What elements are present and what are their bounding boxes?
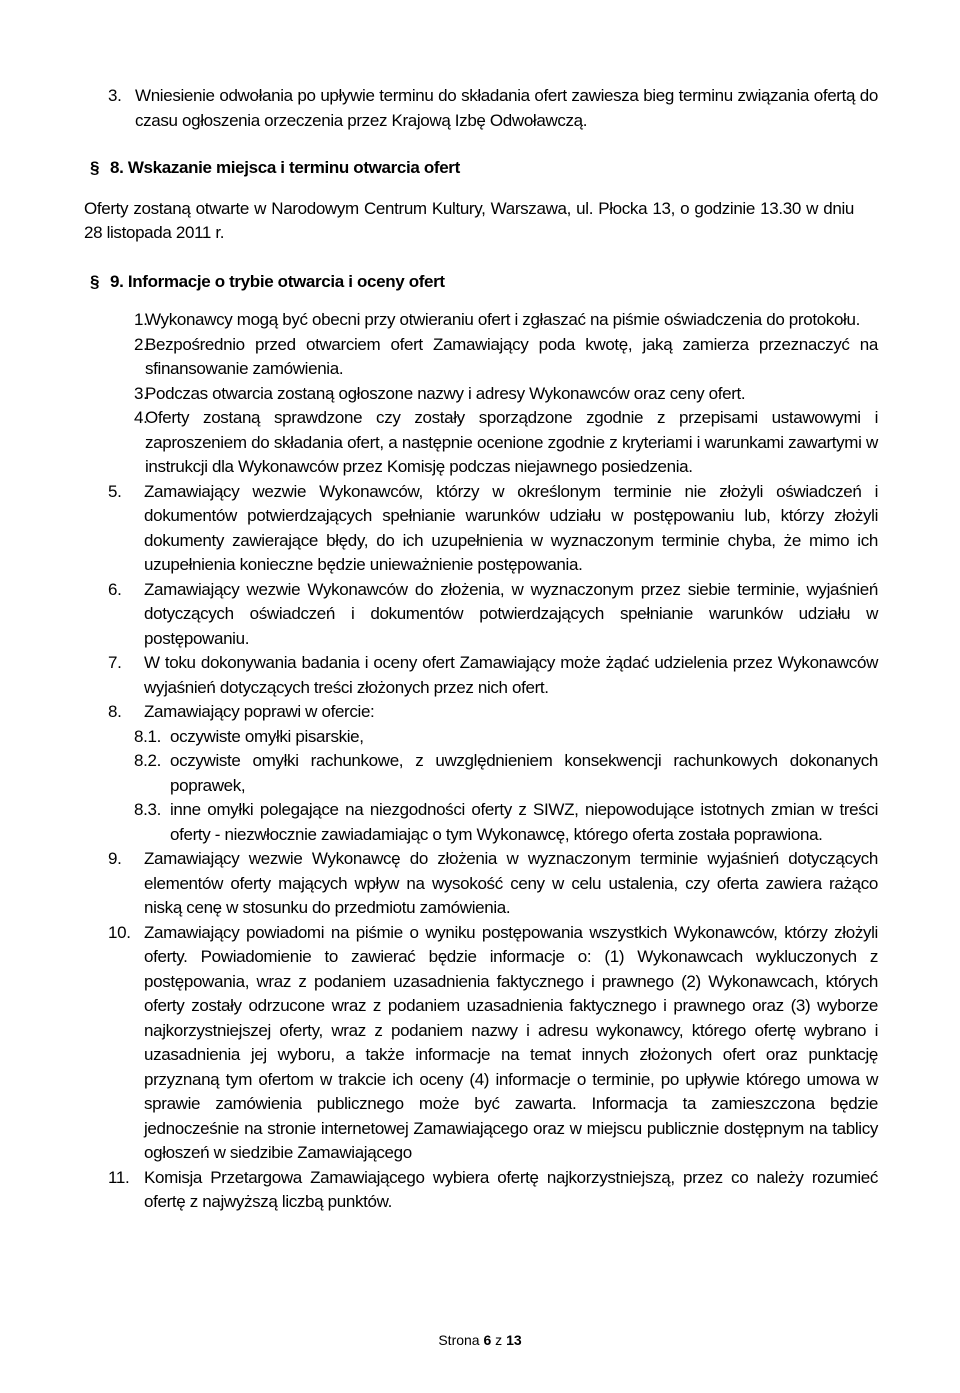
sub-list-item-text: oczywiste omyłki rachunkowe, z uwzględnieniem konsekwencji rachunkowych dokonanych poprawek, [170,751,878,795]
page-total: 13 [506,1332,522,1348]
list-item-number: 1. [134,310,148,329]
list-item-number: 6. [108,579,122,599]
section-sign: § [90,158,100,177]
list-item-number: 2. [134,334,148,354]
sub-list-item-number: 8.2. [134,751,161,770]
list-item-number: 11. [108,1167,130,1187]
sub-list-item [134,725,878,750]
sub-list-item-text: oczywiste omyłki pisarskie, [170,726,364,746]
list-item-text: Zamawiający wezwie Wykonawcę do złożenia w wyznaczonym terminie wyjaśnień dotyczących elementów oferty mających wpływ na wysokość ceny w celu ustalenia, czy oferta zawiera rażąco niską cenę w stosunku do przedmiotu zamówienia. [144,849,878,917]
list-item-number: 3. [108,86,122,105]
page-number: 6 [483,1332,492,1348]
list-item-number: 5. [108,481,122,501]
sub-list-item-number: 8.1. [134,726,161,746]
section-heading [90,270,878,295]
list-item-text: W toku dokonywania badania i oceny ofert Zamawiający może żądać udzielenia przez Wykonawców wyjaśnień dotyczących treści złożonych przez nich ofert. [144,653,878,697]
list-item-number: 10. [108,922,131,942]
list-item-number: 7. [108,653,122,672]
list-item [108,480,878,578]
list-item-text: Wniesienie odwołania po upływie terminu do składania ofert zawiesza bieg terminu związania ofertą do czasu ogłoszenia orzeczenia przez Krajową Izbę Odwoławczą. [135,86,878,130]
list-item [108,700,878,725]
list-item-text: Oferty zostaną sprawdzone czy zostały sporządzone zgodnie z przepisami ustawowymi i zaproszeniem do składania ofert, a następnie ocenione zgodnie z kryteriami i warunkami zawartymi w instrukcji dla Wykonawców przez Komisję podczas niejawnego posiedzenia. [145,408,878,476]
list-item [108,578,878,652]
list-item-text: Bezpośrednio przed otwarciem ofert Zamawiający poda kwotę, jaką zamierza przeznaczyć na sfinansowanie zamówienia. [145,334,878,378]
list-item [134,382,878,407]
section-body: Oferty zostaną otwarte w Narodowym Centrum Kultury, Warszawa, ul. Płocka 13, o godzinie 13.30 w dniu 28 listopada 2011 r. [84,198,854,242]
sub-list [134,725,878,848]
section-title: 8. Wskazanie miejsca i terminu otwarcia ofert [110,158,460,177]
section-heading [90,156,878,181]
list-item-text: Komisja Przetargowa Zamawiającego wybiera ofertę najkorzystniejszą, przez co należy rozumieć ofertę z najwyższą liczbą punktów. [144,1167,878,1211]
list-item [134,406,878,480]
page-separator: z [495,1332,503,1348]
list-item-number: 3. [134,383,148,403]
numbered-list [108,480,878,1215]
sub-list-item-text: inne omyłki polegające na niezgodności oferty z SIWZ, niepowodujące istotnych zmian w treści oferty - niezwłocznie zawiadamiając o tym Wykonawcę, którego oferta została poprawiona. [170,800,878,844]
sub-list-item [134,798,878,847]
list-item-text: Zamawiający powiadomi na piśmie o wyniku postępowania wszystkich Wykonawców, którzy złożyli oferty. Powiadomienie to zawierać będzie informacje o: (1) Wykonawcach wykluczonych z postępowania, wraz z podaniem uzasadnienia faktycznego i prawnego (2) Wykonawcach, których oferty zostały odrzucone wraz z podaniem uzasadnienia faktycznego i prawnego oraz (3) wyborze najkorzystniejszej oferty, wraz z podaniem nazwy i adresu wykonawcy, którego ofertę wybrano i uzasadnienia jej wyboru, a także informacje na temat innych złożonych ofert oraz punktację przyznaną tym ofertom w trakcie ich oceny (4) informacje o terminie, po upływie którego umowa w sprawie zamówienia publicznego może być zawarta. Informacja ta zamieszczona będzie jednocześnie na stronie internetowej Zamawiającego oraz w miejscu publicznie dostępnym na tablicy ogłoszeń w siedzibie Zamawiającego [144,922,878,1162]
list-item-text: Zamawiający poprawi w ofercie: [144,702,375,721]
list-item-text: Zamawiający wezwie Wykonawców, którzy w określonym terminie nie złożyli oświadczeń i dokumentów potwierdzających spełnianie warunków udziału w postępowaniu lub, którzy złożyli dokumenty zawierające błędy, do ich uzupełnienia w wyznaczonym terminie chyba, że mimo ich uzupełnienia konieczne będzie unieważnienie postępowania. [144,481,878,574]
section-title: 9. Informacje o trybie otwarcia i oceny ofert [110,271,445,291]
list-item [108,847,878,921]
list-item [134,308,878,333]
page-footer [0,1331,960,1349]
numbered-list [134,308,878,480]
page-label: Strona [438,1332,480,1348]
page-content [84,84,878,1215]
list-item [108,84,878,133]
list-item-number: 4. [134,408,148,427]
list-item [108,1166,878,1215]
list-item-text: Podczas otwarcia zostaną ogłoszone nazwy i adresy Wykonawców oraz ceny ofert. [145,383,746,403]
sub-list-item [134,749,878,798]
list-item [108,921,878,1166]
section-sign: § [90,271,100,291]
list-item-text: Zamawiający wezwie Wykonawców do złożenia, w wyznaczonym przez siebie terminie, wyjaśnień dotyczących oświadczeń i dokumentów potwierdzających spełnianie warunków udziału w postępowaniu. [144,579,878,648]
list-item [134,333,878,382]
sub-list-item-number: 8.3. [134,800,161,819]
list-item-number: 9. [108,849,122,868]
list-item-number: 8. [108,702,122,721]
list-item [108,651,878,700]
list-item-text: Wykonawcy mogą być obecni przy otwieraniu ofert i zgłaszać na piśmie oświadczenia do protokołu. [145,310,860,329]
